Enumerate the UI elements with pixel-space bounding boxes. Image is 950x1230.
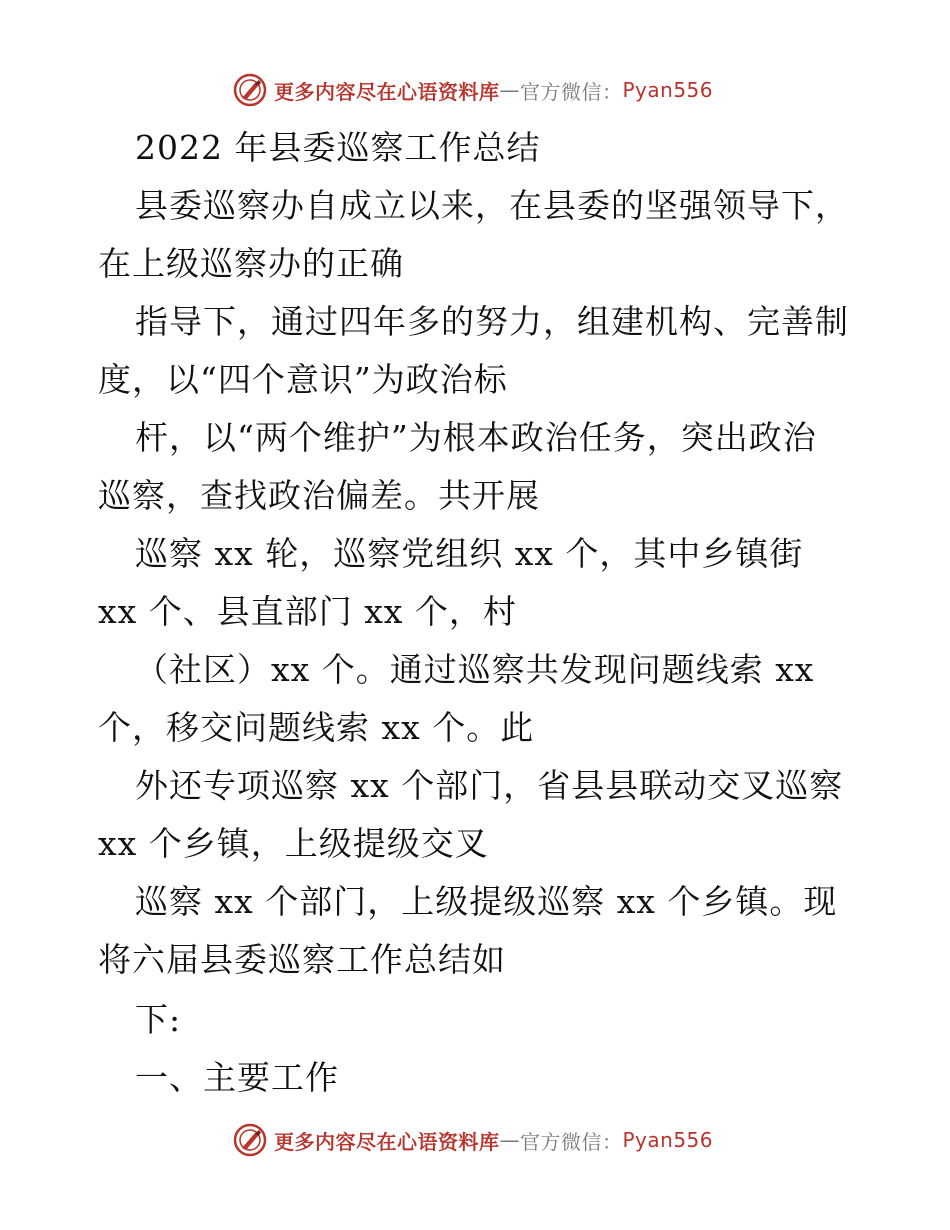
watermark-slogan: 更多内容尽在心语资料库 (274, 1129, 500, 1154)
watermark-wechat-label: 官方微信： (520, 1129, 623, 1154)
pen-nib-logo-icon (232, 1122, 268, 1158)
paragraph-line: 指导下，通过四年多的努力，组建机构、完善制 (135, 302, 849, 341)
pen-nib-logo-icon (232, 72, 268, 108)
watermark-wechat-label: 官方微信： (520, 79, 623, 104)
paragraph-line: 将六届县委巡察工作总结如 (98, 940, 506, 979)
paragraph-line: （社区）xx 个。通过巡察共发现问题线索 xx (135, 650, 815, 689)
section-heading: 一、主要工作 (135, 1058, 339, 1097)
header-watermark (232, 70, 752, 110)
watermark-wechat-id: Pyan556 (622, 1128, 714, 1152)
paragraph-line: 巡察 xx 轮，巡察党组织 xx 个，其中乡镇街 (135, 534, 804, 573)
paragraph-line: 杆，以“两个维护”为根本政治任务，突出政治 (135, 418, 817, 457)
paragraph-line: xx 个乡镇，上级提级交叉 (98, 824, 489, 863)
paragraph-line: 下: (135, 1000, 182, 1039)
paragraph-line: xx 个、县直部门 xx 个，村 (98, 592, 517, 631)
paragraph-line: 巡察 xx 个部门，上级提级巡察 xx 个乡镇。现 (135, 882, 838, 921)
paragraph-line: 个，移交问题线索 xx 个。此 (98, 708, 535, 747)
footer-watermark (232, 1120, 752, 1160)
watermark-slogan: 更多内容尽在心语资料库 (274, 79, 500, 104)
watermark-dash: — (499, 78, 520, 102)
watermark-dash: — (499, 1128, 520, 1152)
paragraph-line: 巡察，查找政治偏差。共开展 (98, 476, 540, 515)
paragraph-line: 外还专项巡察 xx 个部门，省县县联动交叉巡察 (135, 766, 844, 805)
watermark-wechat-id: Pyan556 (622, 78, 714, 102)
paragraph-line: 度，以“四个意识”为政治标 (98, 360, 508, 399)
document-title: 2022 年县委巡察工作总结 (135, 128, 541, 167)
paragraph-line: 在上级巡察办的正确 (98, 244, 404, 283)
paragraph-line: 县委巡察办自成立以来，在县委的坚强领导下， (135, 186, 849, 225)
